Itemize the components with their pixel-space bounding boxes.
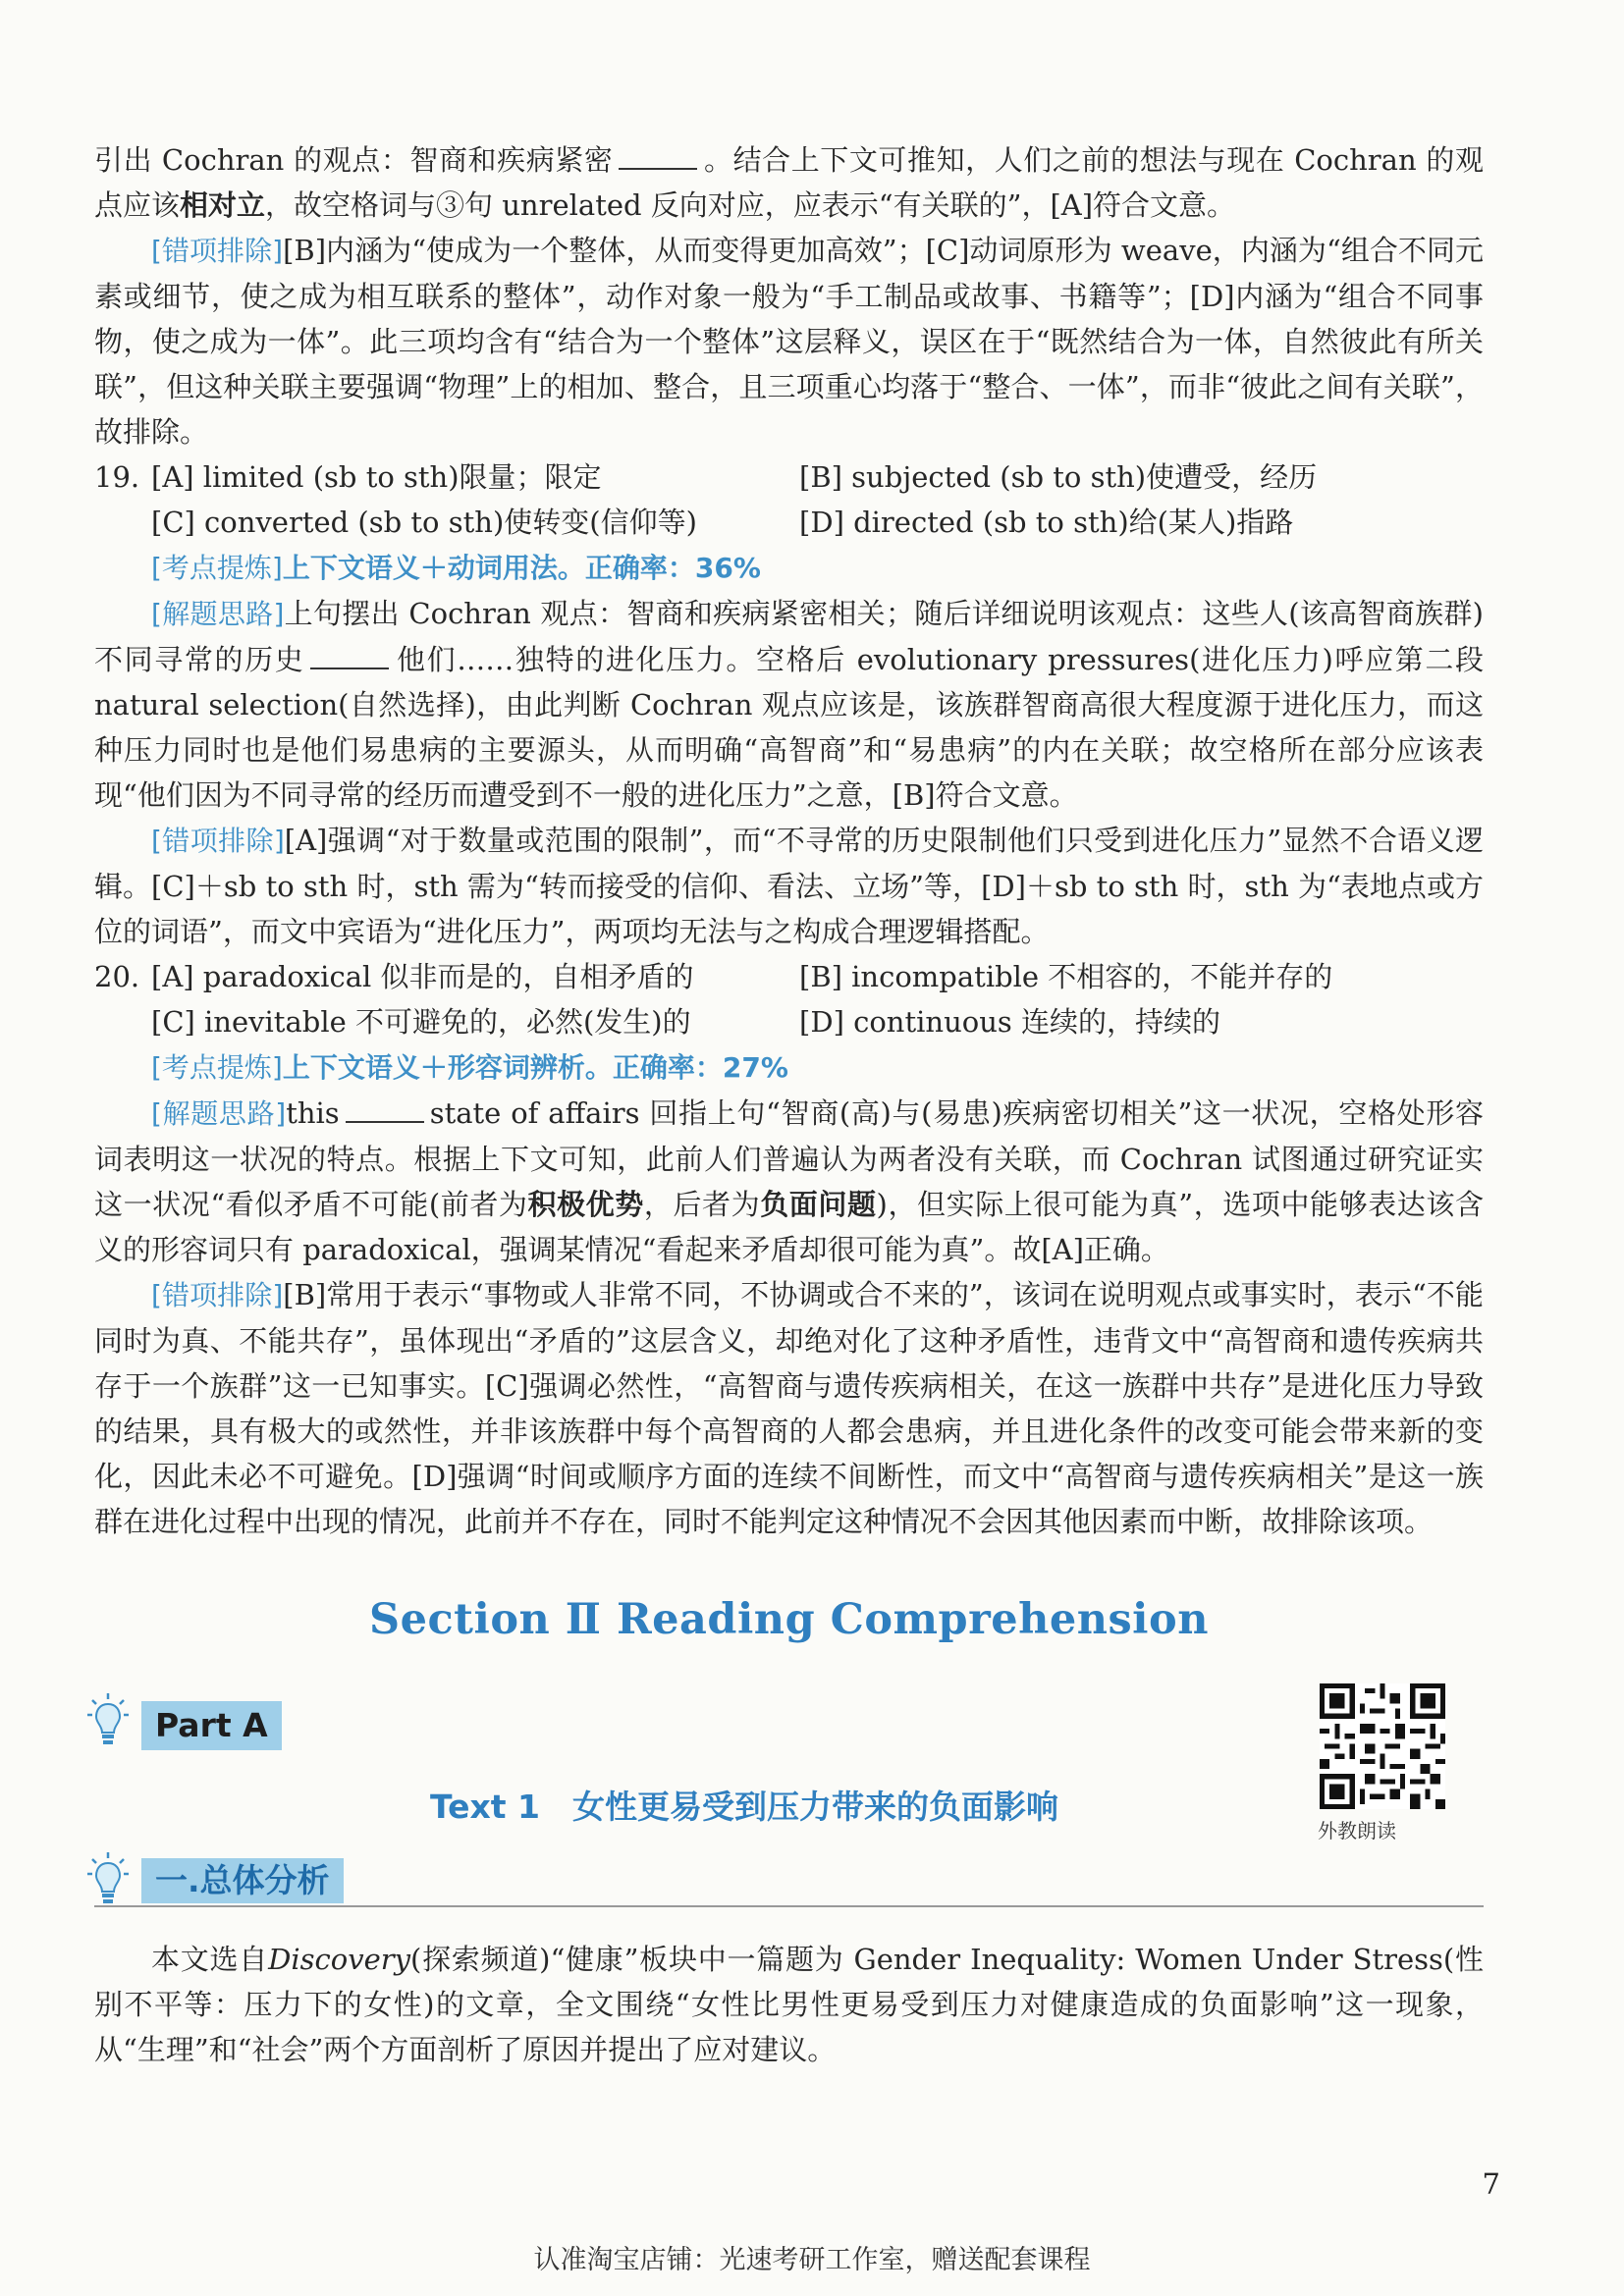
question-number: 19. <box>94 460 140 494</box>
solution-tag: [解题思路] <box>151 598 285 630</box>
option-c: [C] converted (sb to sth)使转变(信仰等) <box>151 506 697 539</box>
text-span: [B]内涵为“使成为一个整体，从而变得更加高效”；[C]动词原形为 weave，内涵为“组合不同元素或细节，使之成为相互联系的整体”，动作对象一般为“手工制品或故事、书籍等”；[D]内涵为“组合不同事物，使之成为一体”。此三项均含有“结合为一个整体”这层释义，误区在于“既然结合为一体，自然彼此有所关联”，但这种关联主要强调“物理”上的相加、整合，且三项重心均落于“整合、一体”，而非“彼此之间有关联”，故排除。 <box>94 234 1484 449</box>
footer-note: 认准淘宝店铺：光速考研工作室，赠送配套课程 <box>533 2245 1091 2275</box>
part-a-label: Part A <box>141 1701 282 1750</box>
option-b: [B] subjected (sb to sth)使遭受，经历 <box>799 460 1318 494</box>
q19-options-row-1 <box>94 454 1484 500</box>
q19-wrong-options <box>94 818 1484 954</box>
lightbulb-icon <box>86 1691 130 1750</box>
key-points-tag: [考点提炼] <box>151 552 283 584</box>
q20-key-points <box>94 1044 1484 1091</box>
bold-text: 积极优势 <box>527 1188 644 1221</box>
wrong-options-tag: [错项排除] <box>151 235 284 267</box>
q20-options-row-2 <box>94 999 1484 1044</box>
q20-solution <box>94 1091 1484 1272</box>
answer-blank <box>619 142 697 170</box>
option-d: [D] continuous 连续的，持续的 <box>799 1005 1220 1039</box>
text-span: 。结合上下文可推知，人们之前的想法与现在 Cochran 的观点应该 <box>94 143 1484 222</box>
text-span: [A]强调“对于数量或范围的限制”，而“不寻常的历史限制他们只受到进化压力”显然不合语义逻辑。[C]＋sb to sth 时，sth 需为“转而接受的信仰、看法、立场”等，[D]＋sb to sth 时，sth 为“表地点或方位的词语”，而文中宾语为“进化压力”，两项均无法与之构成合理逻辑搭配。 <box>94 824 1484 948</box>
overview-heading-row <box>94 1850 1484 1919</box>
text-span: 本文选自 <box>151 1943 269 1976</box>
bold-text: 负面问题 <box>760 1188 877 1221</box>
q20-options-row-1 <box>94 954 1484 999</box>
text-span: )，但实际上很可能为真”，选项中能够表达该含义的形容词只有 paradoxical，强调某情况“看起来矛盾却很可能为真”。故[A]正确。 <box>94 1188 1484 1266</box>
q20-wrong-options <box>94 1272 1484 1544</box>
answer-blank <box>310 642 389 669</box>
option-b: [B] incompatible 不相容的，不能并存的 <box>799 960 1333 993</box>
text-span: [B]常用于表示“事物或人非常不同，不协调或合不来的”，该词在说明观点或事实时，表示“不能同时为真、不能共存”，虽体现出“矛盾的”这层含义，却绝对化了这种矛盾性，违背文中“高智商和遗传疾病共存于一个族群”这一已知事实。[C]强调必然性，“高智商与遗传疾病相关，在这一族群中共存”是进化压力导致的结果，具有极大的或然性，并非该族群中每个高智商的人都会患病，并且进化条件的改变可能会带来新的变化，因此未必不可避免。[D]强调“时间或顺序方面的连续不间断性，而文中“高智商与遗传疾病相关”是这一族群在进化过程中出现的情况，此前并不存在，同时不能判定这种情况不会因其他因素而中断，故排除该项。 <box>94 1278 1484 1538</box>
text-span: ，故空格词与③句 unrelated 反向对应，应表示“有关联的”，[A]符合文意。 <box>265 188 1236 222</box>
bold-text: 相对立 <box>180 188 266 222</box>
key-points-tag: [考点提炼] <box>151 1051 283 1084</box>
q19-options-row-2 <box>94 500 1484 545</box>
page-number: 7 <box>1482 2167 1500 2201</box>
wrong-options-tag: [错项排除] <box>151 1279 284 1311</box>
text-title: Text 1 女性更易受到压力带来的负面影响 <box>430 1788 1059 1826</box>
text-span: 引出 Cochran 的观点：智商和疾病紧密 <box>94 143 614 177</box>
option-d: [D] directed (sb to sth)给(某人)指路 <box>799 506 1294 539</box>
option-c: [C] inevitable 不可避免的，必然(发生)的 <box>151 1005 691 1039</box>
solution-tag: [解题思路] <box>151 1097 287 1130</box>
key-points-text: 上下文语义＋形容词辨析。正确率：27% <box>282 1051 788 1084</box>
part-a-header <box>94 1683 1484 1842</box>
text-span: 上句摆出 Cochran 观点：智商和疾病紧密相关；随后详细说明该观点：这些人(该高智商族群)不同寻常的历史 <box>94 597 1484 676</box>
lightbulb-icon <box>86 1850 130 1909</box>
wrong-options-tag: [错项排除] <box>151 825 285 857</box>
italic-text: Discovery <box>268 1943 410 1976</box>
q19-key-points <box>94 545 1484 591</box>
paragraph-q18-conclusion <box>94 137 1484 228</box>
answer-blank <box>346 1095 424 1123</box>
option-a: [A] limited (sb to sth)限量；限定 <box>151 460 602 494</box>
qr-code-icon[interactable] <box>1320 1683 1445 1809</box>
key-points-text: 上下文语义＋动词用法。正确率：36% <box>282 552 761 584</box>
q19-solution <box>94 591 1484 818</box>
text-span: this <box>286 1096 340 1130</box>
qr-caption: 外教朗读 <box>1318 1819 1396 1842</box>
text-span: (探索频道)“健康”板块中一篇题为 Gender Inequality: Women Under Stress(性别不平等：压力下的女性)的文章，全文围绕“女性比男性更易受到压力对健康造成的负面影响”这一现象，从“生理”和“社会”两个方面剖析了原因并提出了应对建议。 <box>94 1943 1484 2066</box>
option-a: [A] paradoxical 似非而是的，自相矛盾的 <box>151 960 694 993</box>
text-span: 他们……独特的进化压力。空格后 evolutionary pressures(进化压力)呼应第二段 natural selection(自然选择)，由此判断 Cochran 观点应该是，该族群智商高很大程度源于进化压力，而这种压力同时也是他们易患病的主要源头，从而明确“高智商”和“易患病”的内在关联；故空格所在部分应该表现“他们因为不同寻常的经历而遭受到不一般的进化压力”之意，[B]符合文意。 <box>94 643 1484 812</box>
section-title: Section Ⅱ Reading Comprehension <box>369 1595 1209 1644</box>
text-span: state of affairs 回指上句“智商(高)与(易患)疾病密切相关”这一状况，空格处形容词表明这一状况的特点。根据上下文可知，此前人们普遍认为两者没有关联，而 Cochran 试图通过研究证实这一状况“看似矛盾不可能(前者为 <box>94 1096 1484 1221</box>
divider <box>94 1905 1484 1907</box>
text-span: ，后者为 <box>643 1188 761 1221</box>
question-number: 20. <box>94 960 140 993</box>
overview-paragraph <box>94 1937 1484 2072</box>
overview-heading: 一.总体分析 <box>141 1858 344 1903</box>
page-content <box>94 137 1484 2072</box>
paragraph-q18-wrong-options <box>94 228 1484 454</box>
